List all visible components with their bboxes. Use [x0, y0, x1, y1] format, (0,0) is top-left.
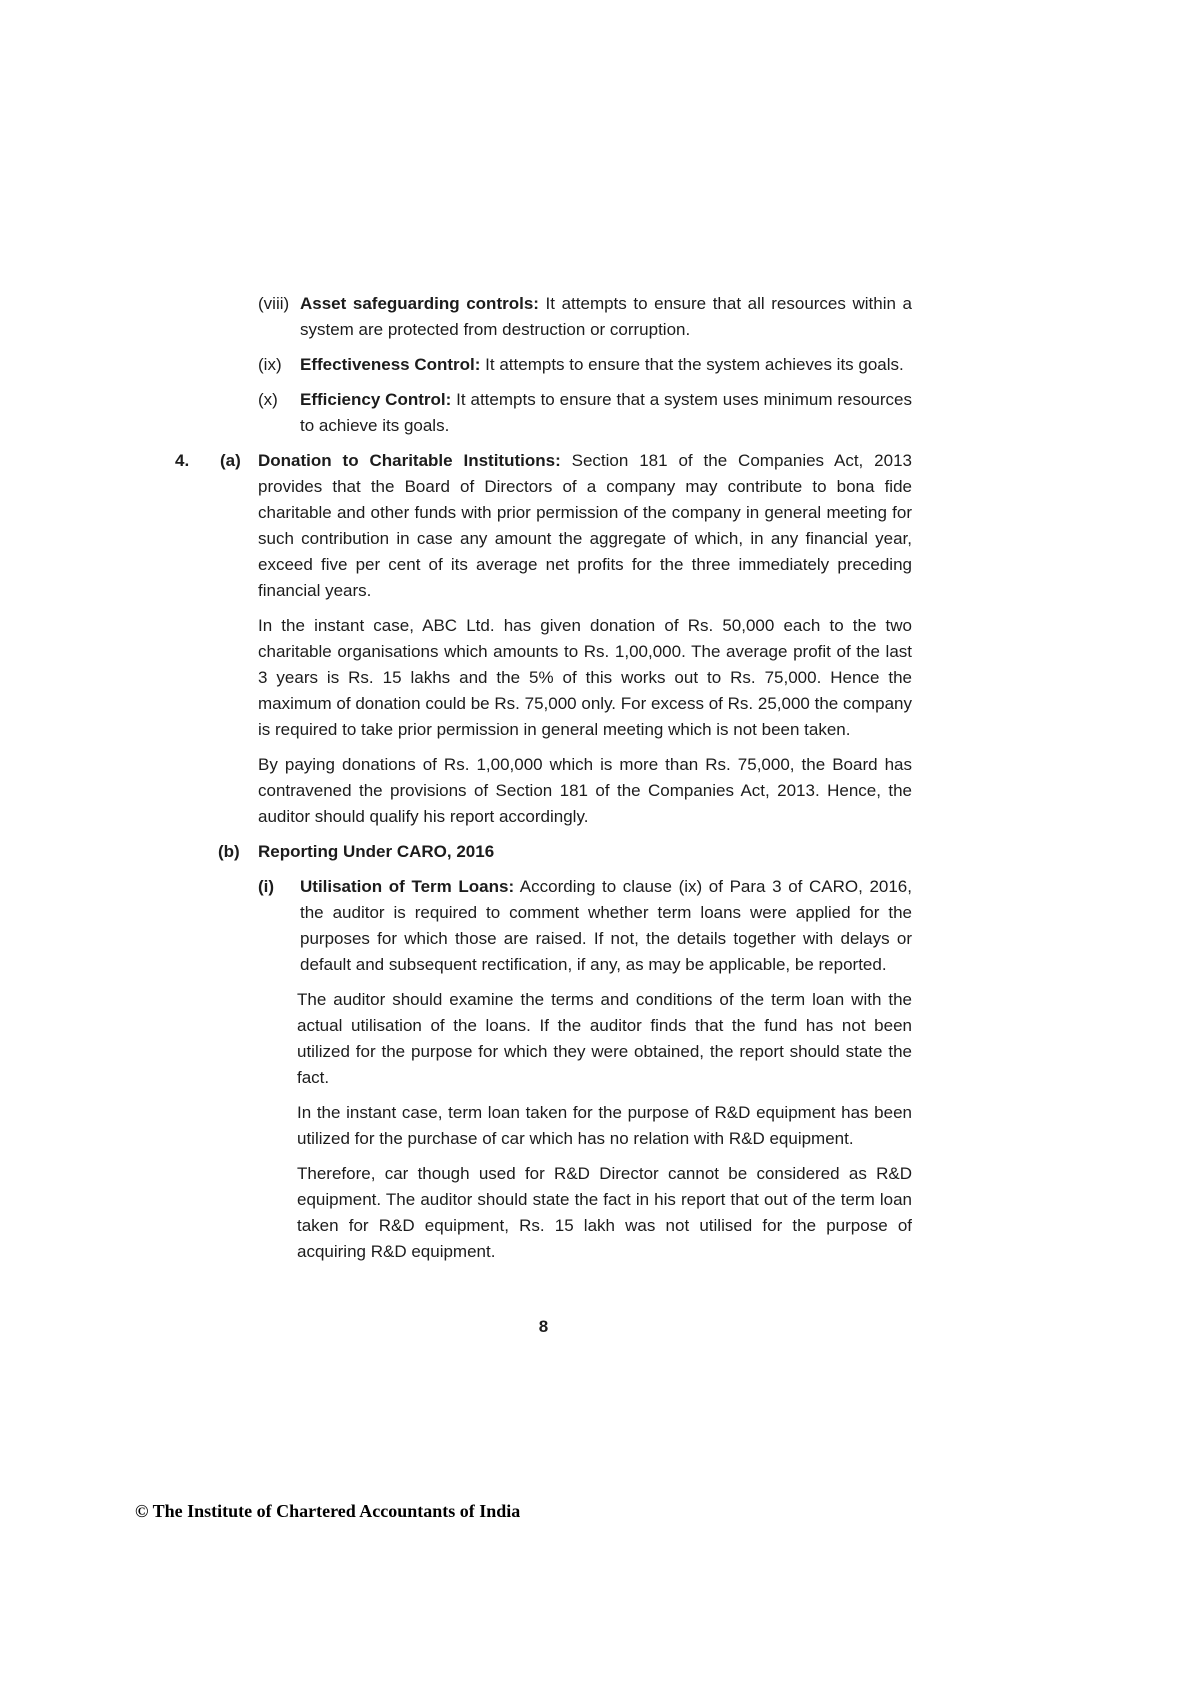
item-i-paragraph-4: Therefore, car though used for R&D Director cannot be considered as R&D equipment. The auditor should state the fact in his report that out of the term loan taken for R&D equipment, Rs. 15 lakh was not utilised for the purpose of acquiring R&D equipment.	[297, 1164, 912, 1261]
page-content	[175, 291, 912, 1274]
list-text-viii	[300, 291, 912, 343]
footer-copyright: © The Institute of Chartered Accountants of India	[135, 1501, 521, 1521]
list-lead-ix: Effectiveness Control:	[300, 355, 481, 374]
list-body-ix: It attempts to ensure that the system achieves its goals.	[485, 355, 904, 374]
item-i-body: According to clause (ix) of Para 3 of CARO, 2016, the auditor is required to comment whether term loans were applied for the purposes for which those are raised. If not, the details together with delays or default and subsequent rectification, if any, as may be applicable, be reported.	[300, 877, 912, 974]
item-i	[258, 874, 912, 978]
list-item-ix	[258, 352, 912, 378]
page-number: 8	[538, 1317, 549, 1336]
list-text-x	[300, 387, 912, 439]
item-i-marker: (i)	[258, 877, 275, 896]
list-body-viii: It attempts to ensure that all resources within a system are protected from destruction or corruption.	[300, 294, 912, 339]
part-a-lead: Donation to Charitable Institutions:	[258, 451, 561, 470]
list-item-x	[258, 387, 912, 439]
part-a-label: (a)	[220, 451, 241, 470]
list-marker-ix: (ix)	[258, 355, 282, 374]
part-b-heading: Reporting Under CARO, 2016	[258, 842, 495, 861]
part-b-label: (b)	[218, 842, 240, 861]
question-4-part-a	[175, 448, 912, 604]
item-i-lead: Utilisation of Term Loans:	[300, 877, 515, 896]
list-lead-viii: Asset safeguarding controls:	[300, 294, 539, 313]
list-body-x: It attempts to ensure that a system uses minimum resources to achieve its goals.	[300, 390, 913, 435]
part-a-text	[258, 448, 912, 604]
item-i-paragraph-3: In the instant case, term loan taken for the purpose of R&D equipment has been utilized for the purchase of car which has no relation with R&D equipment.	[297, 1103, 912, 1148]
part-a-paragraph-2: In the instant case, ABC Ltd. has given donation of Rs. 50,000 each to the two charitable organisations which amounts to Rs. 1,00,000. The average profit of the last 3 years is Rs. 15 lakhs and the 5% of this works out to Rs. 75,000. Hence the maximum of donation could be Rs. 75,000 only. For excess of Rs. 25,000 the company is required to take prior permission in general meeting which is not been taken.	[258, 616, 912, 739]
question-4-part-b	[218, 839, 912, 865]
list-marker-viii: (viii)	[258, 294, 290, 313]
item-i-text	[300, 874, 912, 978]
part-a-paragraph-3: By paying donations of Rs. 1,00,000 which is more than Rs. 75,000, the Board has contravened the provisions of Section 181 of the Companies Act, 2013. Hence, the auditor should qualify his report accordingly.	[258, 755, 912, 826]
list-lead-x: Efficiency Control:	[300, 390, 452, 409]
list-marker-x: (x)	[258, 390, 278, 409]
part-a-body: Section 181 of the Companies Act, 2013 provides that the Board of Directors of a company may contribute to bona fide charitable and other funds with prior permission of the company in general meeting for such contribution in case any amount the aggregate of which, in any financial year, exceed five per cent of its average net profits for the three immediately preceding financial years.	[258, 451, 912, 600]
item-i-paragraph-2: The auditor should examine the terms and conditions of the term loan with the actual utilisation of the loans. If the auditor finds that the fund has not been utilized for the purpose for which they were obtained, the report should state the fact.	[297, 990, 912, 1087]
list-item-viii	[258, 291, 912, 343]
question-4-number: 4.	[175, 451, 190, 470]
list-text-ix	[300, 352, 912, 378]
